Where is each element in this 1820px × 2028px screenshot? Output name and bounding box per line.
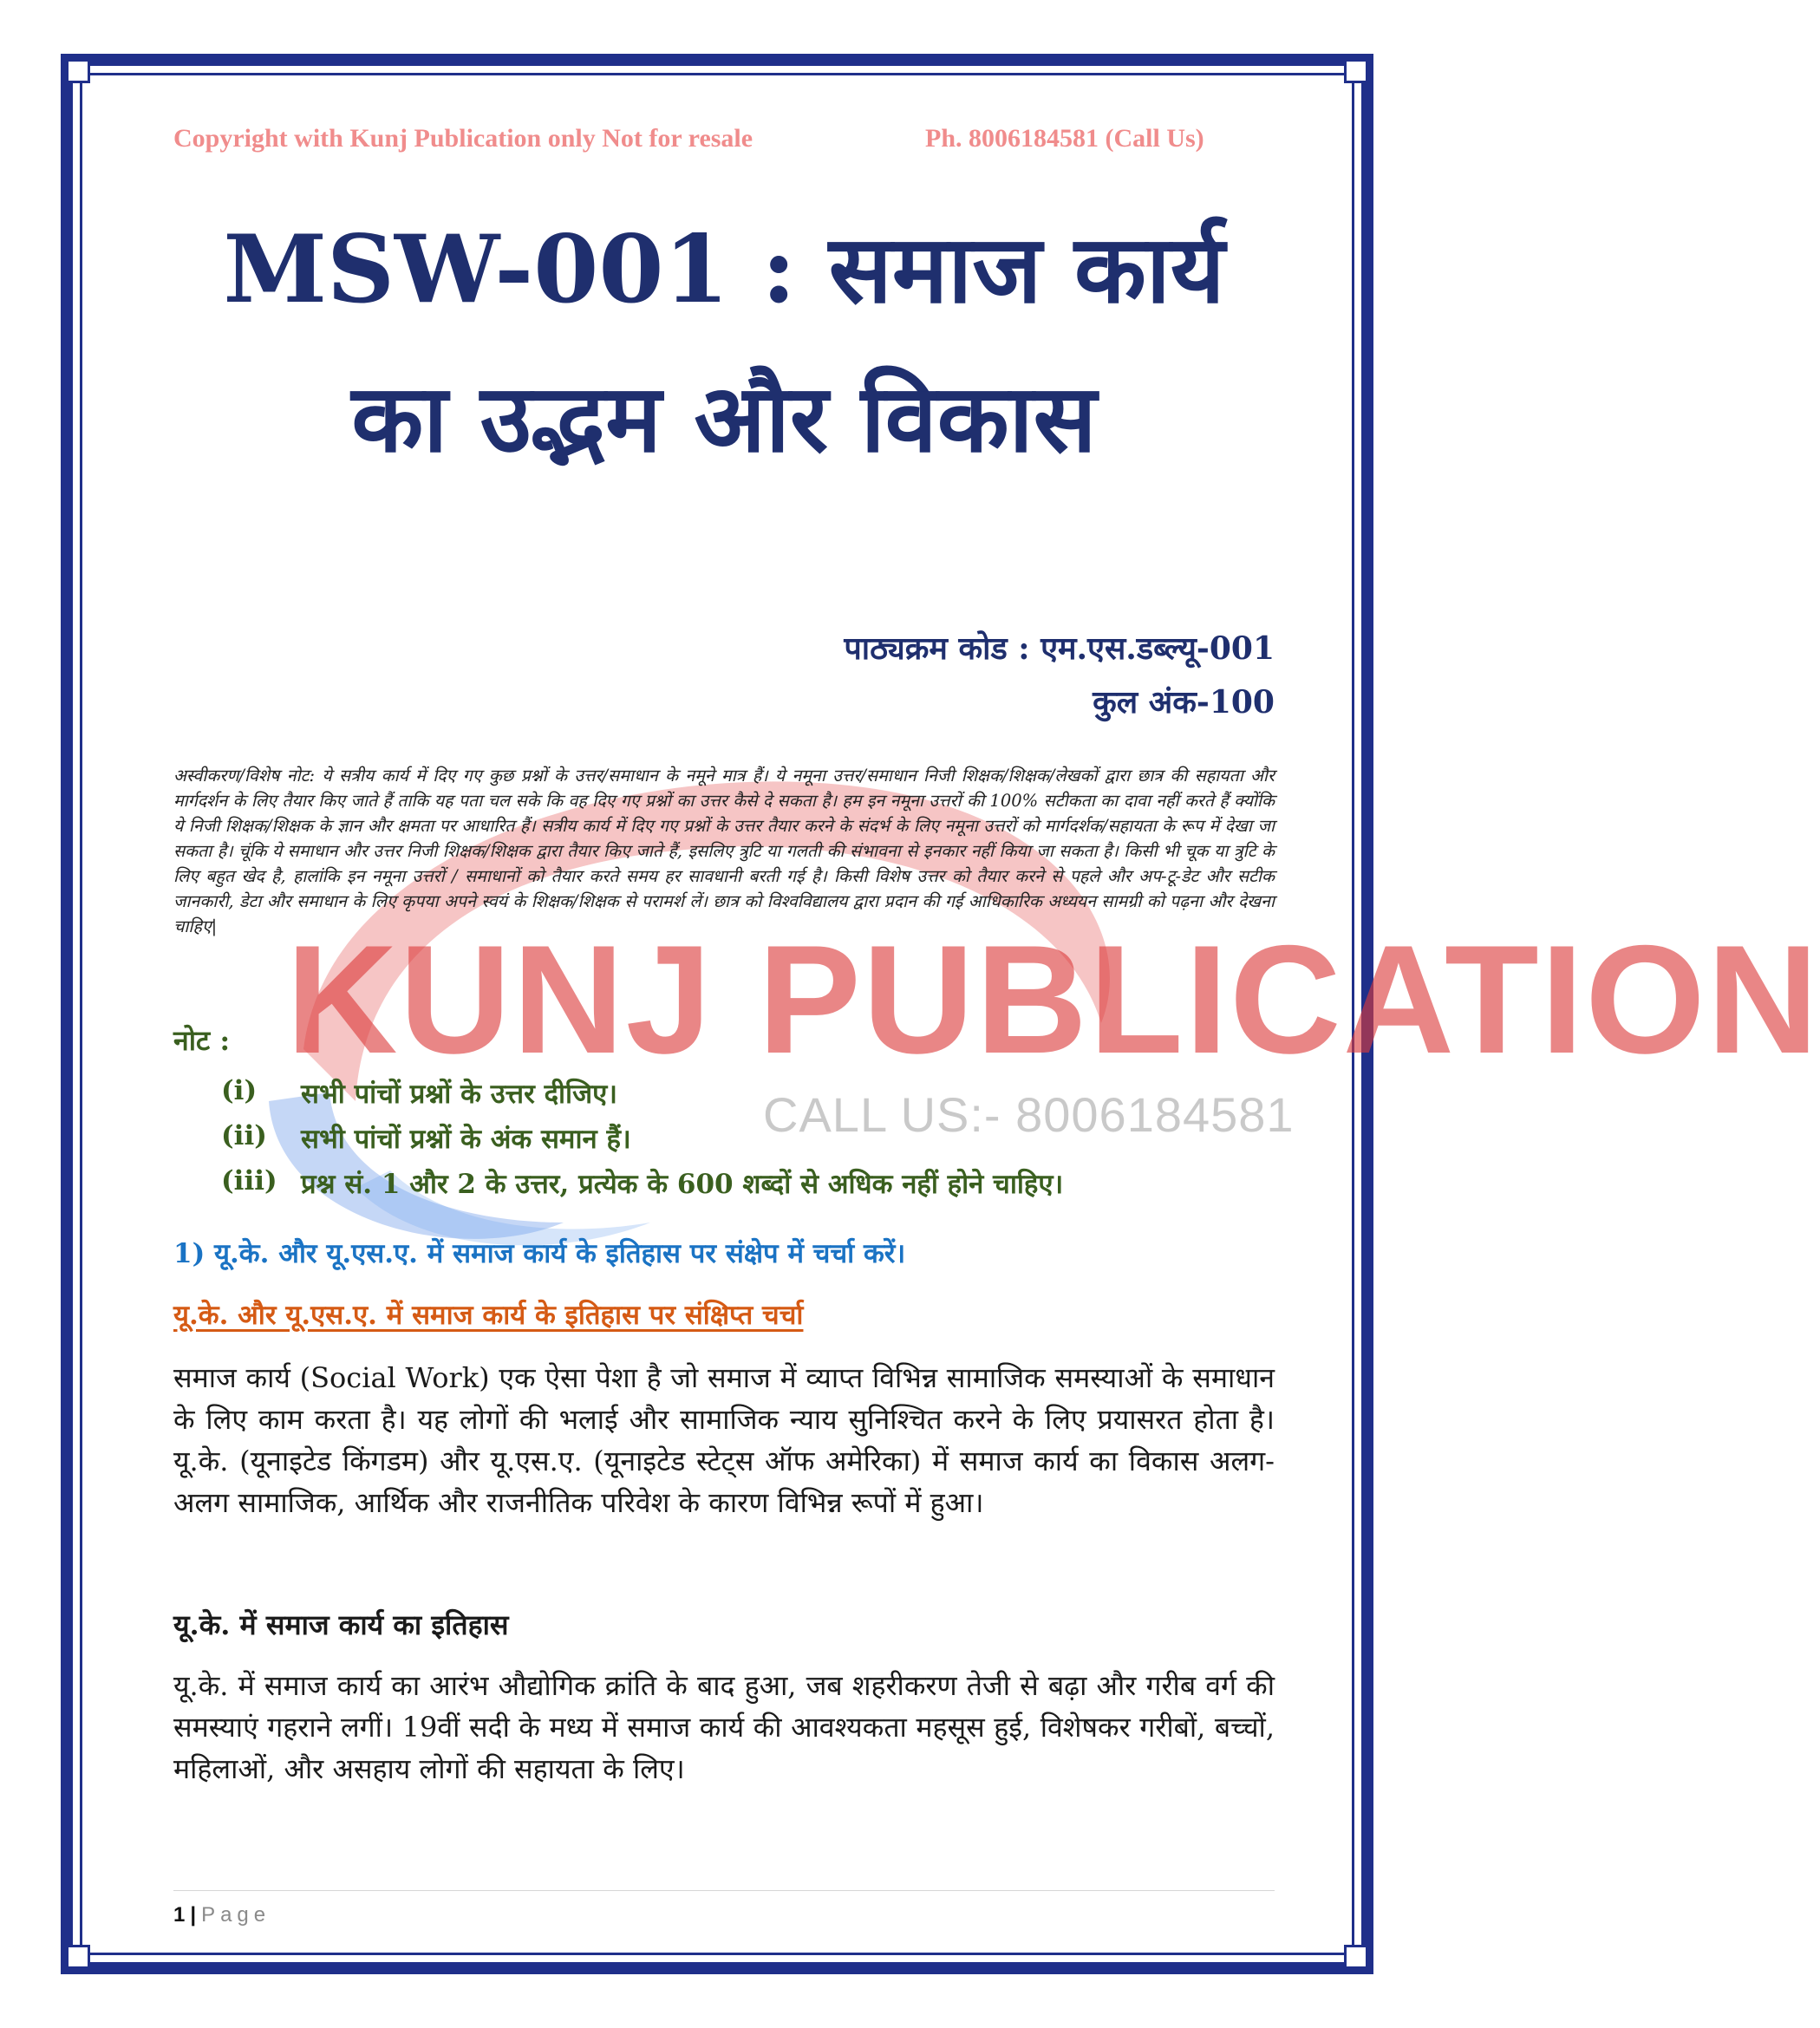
- note-item-number: (ii): [221, 1120, 267, 1151]
- document-title: [173, 195, 1275, 493]
- note-item: [221, 1165, 1279, 1210]
- note-item-text: प्रश्न सं. 1 और 2 के उत्तर, प्रत्येक के 600 शब्दों से अधिक नहीं होने चाहिए।: [301, 1169, 1064, 1200]
- uk-section-heading: यू.के. में समाज कार्य का इतिहास: [173, 1608, 509, 1641]
- course-code: पाठ्यक्रम कोड : एम.एस.डब्ल्यू-001: [844, 630, 1275, 667]
- watermark-brand: KUNJ PUBLICATION: [286, 913, 1820, 1086]
- question-1: 1) यू.के. और यू.एस.ए. में समाज कार्य के इतिहास पर संक्षेप में चर्चा करें।: [173, 1238, 906, 1269]
- note-heading: नोट :: [173, 1024, 231, 1057]
- disclaimer-paragraph: अस्वीकरण/विशेष नोट: ये सत्रीय कार्य में दिए गए कुछ प्रश्नों के उत्तर/समाधान के नमूने मात्र हैं। ये नमूना उत्तर/समाधान निजी शिक्षक/शिक्षक/लेखकों द्वारा छात्र की सहायता और मार्गदर्शन के लिए तैयार किए जाते हैं ताकि यह पता चल सके कि वह दिए गए प्रश्नों का उत्तर कैसे दे सकता है। हम इन नमूना उत्तरों की 100% सटीकता का दावा नहीं करते हैं क्योंकि ये निजी शिक्षक/शिक्षक के ज्ञान और क्षमता पर आधारित हैं। सत्रीय कार्य में दिए गए प्रश्नों के उत्तर तैयार करने के संदर्भ के लिए नमूना उत्तरों को मार्गदर्शक/सहायता के रूप में देखा जा सकता है। चूंकि ये समाधान और उत्तर निजी शिक्षक/शिक्षक द्वारा तैयार किए जाते हैं, इसलिए त्रुटि या गलती की संभावना से इनकार नहीं किया जा सकता है। किसी भी चूक या त्रुटि के लिए बहुत खेद है, हालांकि इन नमूना उत्तरों / समाधानों को तैयार करते समय हर सावधानी बरती गई है। किसी विशेष उत्तर को तैयार करने से पहले और अप-टू-डेट और सटीक जानकारी, डेटा और समाधान के लिए कृपया अपने स्वयं के शिक्षक/शिक्षक से परामर्श लें। छात्र को विश्वविद्यालय द्वारा प्रदान की गई आधिकारिक अध्ययन सामग्री को पढ़ना और देखना चाहिए|: [173, 766, 1275, 936]
- footer-separator: |: [190, 1903, 197, 1927]
- border-corner-ornament: [1344, 1945, 1368, 1969]
- copyright-line: [173, 124, 1275, 153]
- copyright-text: Copyright with Kunj Publication only Not for resale: [173, 124, 753, 153]
- uk-section-paragraph: यू.के. में समाज कार्य का आरंभ औद्योगिक क्रांति के बाद हुआ, जब शहरीकरण तेजी से बढ़ा और गरीब वर्ग की समस्याएं गहराने लगीं। 19वीं सदी के मध्य में समाज कार्य की आवश्यकता महसूस हुई, विशेषकर गरीबों, बच्चों, महिलाओं, और असहाय लोगों की सहायता के लिए।: [173, 1669, 1275, 1785]
- phone-text: Ph. 8006184581 (Call Us): [925, 124, 1204, 153]
- note-list: [221, 1075, 1279, 1210]
- footer-divider: [173, 1890, 1275, 1891]
- page-label: Page: [201, 1903, 271, 1927]
- border-corner-ornament: [1344, 59, 1368, 83]
- note-item: [221, 1120, 1279, 1165]
- page-footer: [173, 1903, 271, 1927]
- title-line-2: का उद्भम और विकास: [351, 364, 1097, 473]
- total-marks: कुल अंक-100: [1093, 684, 1275, 721]
- answer-intro-paragraph: समाज कार्य (Social Work) एक ऐसा पेशा है जो समाज में व्याप्त विभिन्न सामाजिक समस्याओं के समाधान के लिए काम करता है। यह लोगों की भलाई और सामाजिक न्याय सुनिश्चित करने के लिए प्रयासरत होता है। यू.के. (यूनाइटेड किंगडम) और यू.एस.ए. (यूनाइटेड स्टेट्स ऑफ अमेरिका) में समाज कार्य का विकास अलग-अलग सामाजिक, आर्थिक और राजनीतिक परिवेश के कारण विभिन्न रूपों में हुआ।: [173, 1361, 1275, 1519]
- note-item-number: (i): [221, 1075, 258, 1106]
- note-item: [221, 1075, 1279, 1120]
- note-item-number: (iii): [221, 1165, 277, 1197]
- answer-heading: यू.के. और यू.एस.ए. में समाज कार्य के इतिहास पर संक्षिप्त चर्चा: [173, 1300, 804, 1331]
- border-corner-ornament: [66, 59, 90, 83]
- watermark-call: CALL US:- 8006184581: [763, 1087, 1295, 1142]
- note-item-text: सभी पांचों प्रश्नों के उत्तर दीजिए।: [301, 1079, 617, 1110]
- title-line-1: MSW-001 : समाज कार्य: [223, 215, 1225, 324]
- page-number: 1: [173, 1903, 186, 1927]
- note-item-text: सभी पांचों प्रश्नों के अंक समान हैं।: [301, 1124, 631, 1155]
- border-corner-ornament: [66, 1945, 90, 1969]
